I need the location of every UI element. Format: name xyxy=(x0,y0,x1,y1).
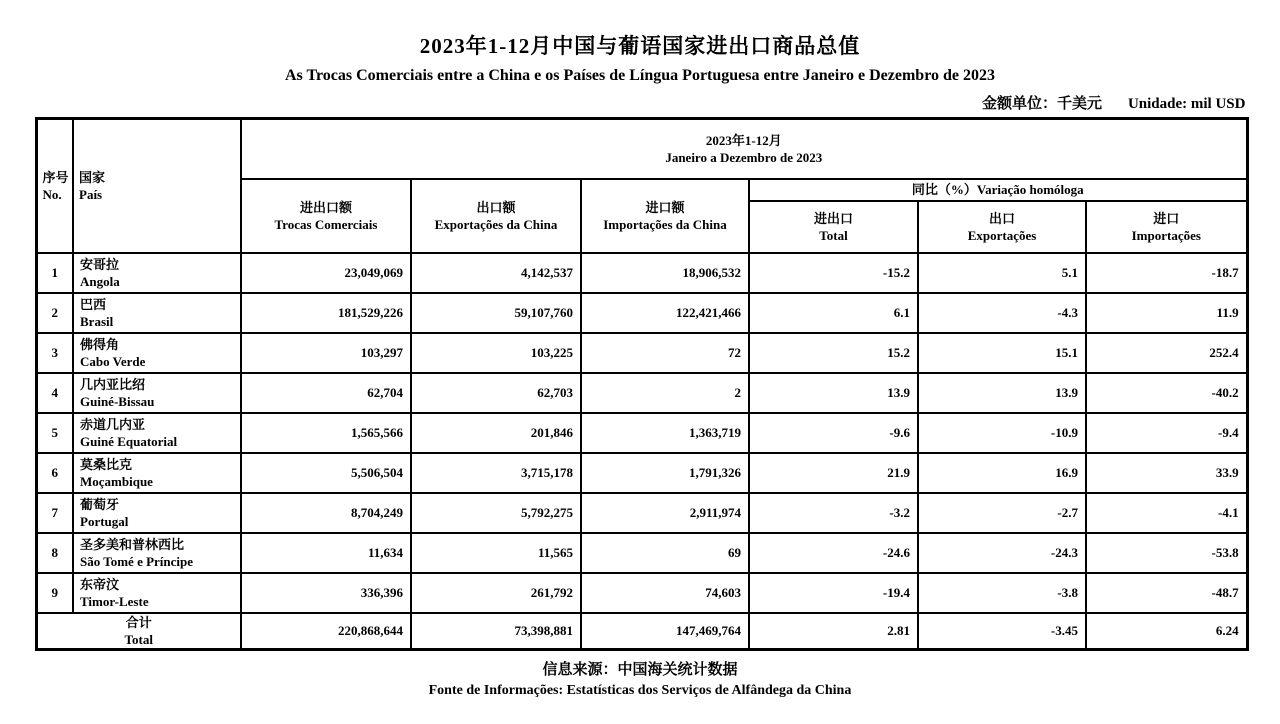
header-no xyxy=(36,119,73,253)
country-name-zh: 赤道几内亚 xyxy=(80,416,146,432)
export-value-cell: 4,142,537 xyxy=(411,253,581,293)
unit-line xyxy=(35,92,1246,113)
import-value-cell: 2 xyxy=(581,373,749,413)
header-yoy-total xyxy=(749,201,918,253)
header-exports-pt: Exportações da China xyxy=(434,216,558,232)
yoy-export-cell: 15.1 xyxy=(918,333,1086,373)
import-value-cell: 74,603 xyxy=(581,573,749,613)
export-value-cell: 201,846 xyxy=(411,413,581,453)
export-value-cell: 62,703 xyxy=(411,373,581,413)
serial-cell: 2 xyxy=(36,293,73,333)
table-row xyxy=(36,373,1247,413)
header-trade-value xyxy=(241,179,411,253)
total-label-cell xyxy=(36,613,241,650)
yoy-total-cell: -3.2 xyxy=(749,493,918,533)
header-trade-zh: 进出口额 xyxy=(299,199,352,215)
country-name-zh: 巴西 xyxy=(80,296,107,312)
import-value-cell: 1,791,326 xyxy=(581,453,749,493)
yoy-export-cell: -2.7 xyxy=(918,493,1086,533)
trade-table xyxy=(35,117,1249,651)
country-cell xyxy=(73,533,241,573)
country-cell xyxy=(73,453,241,493)
serial-cell: 5 xyxy=(36,413,73,453)
page-title-zh: 2023年1-12月中国与葡语国家进出口商品总值 xyxy=(419,34,861,58)
serial-cell: 6 xyxy=(36,453,73,493)
export-value-cell: 59,107,760 xyxy=(411,293,581,333)
header-country-pt: País xyxy=(79,186,103,202)
header-row-period xyxy=(36,119,1247,179)
export-value-cell: 261,792 xyxy=(411,573,581,613)
header-yoy-total-zh: 进出口 xyxy=(813,210,853,226)
country-name-pt: Portugal xyxy=(80,513,129,529)
country-name-zh: 莫桑比克 xyxy=(80,456,133,472)
country-name-zh: 安哥拉 xyxy=(80,256,120,272)
total-yoy-total-cell: 2.81 xyxy=(749,613,918,650)
table-row xyxy=(36,533,1247,573)
country-name-zh: 佛得角 xyxy=(80,336,120,352)
table-row xyxy=(36,293,1247,333)
country-cell xyxy=(73,293,241,333)
serial-cell: 4 xyxy=(36,373,73,413)
header-no-zh: 序号 xyxy=(42,169,69,185)
header-imports-zh: 进口额 xyxy=(645,199,685,215)
header-yoy-export xyxy=(918,201,1086,253)
trade-value-cell: 336,396 xyxy=(241,573,411,613)
country-name-pt: Angola xyxy=(80,273,120,289)
header-yoy: 同比（%）Variação homóloga xyxy=(749,179,1247,201)
yoy-total-cell: 21.9 xyxy=(749,453,918,493)
country-cell xyxy=(73,573,241,613)
yoy-total-cell: -19.4 xyxy=(749,573,918,613)
country-cell xyxy=(73,373,241,413)
total-trade-cell: 220,868,644 xyxy=(241,613,411,650)
content-area xyxy=(35,92,1246,699)
country-cell xyxy=(73,333,241,373)
country-cell xyxy=(73,413,241,453)
total-yoy-export-cell: -3.45 xyxy=(918,613,1086,650)
trade-value-cell: 5,506,504 xyxy=(241,453,411,493)
unit-label-zh: 金额单位：千美元 xyxy=(981,96,1102,112)
yoy-export-cell: 16.9 xyxy=(918,453,1086,493)
trade-value-cell: 103,297 xyxy=(241,333,411,373)
header-no-pt: No. xyxy=(42,186,62,202)
yoy-export-cell: 5.1 xyxy=(918,253,1086,293)
import-value-cell: 72 xyxy=(581,333,749,373)
country-cell xyxy=(73,253,241,293)
table-row xyxy=(36,573,1247,613)
yoy-import-cell: 252.4 xyxy=(1086,333,1247,373)
table-row xyxy=(36,253,1247,293)
table-row xyxy=(36,493,1247,533)
source-zh: 信息来源：中国海关统计数据 xyxy=(542,661,738,678)
unit-label-pt: Unidade: mil USD xyxy=(1127,96,1246,112)
page-title-pt: As Trocas Comerciais entre a China e os Países de Língua Portuguesa entre Janeiro e Dezembro de 2023 xyxy=(284,67,995,84)
yoy-import-cell: -48.7 xyxy=(1086,573,1247,613)
import-value-cell: 2,911,974 xyxy=(581,493,749,533)
serial-cell: 7 xyxy=(36,493,73,533)
import-value-cell: 69 xyxy=(581,533,749,573)
trade-value-cell: 62,704 xyxy=(241,373,411,413)
yoy-total-cell: -9.6 xyxy=(749,413,918,453)
country-name-pt: Guiné-Bissau xyxy=(80,393,155,409)
export-value-cell: 103,225 xyxy=(411,333,581,373)
yoy-import-cell: -18.7 xyxy=(1086,253,1247,293)
serial-cell: 1 xyxy=(36,253,73,293)
serial-cell: 8 xyxy=(36,533,73,573)
yoy-total-cell: -15.2 xyxy=(749,253,918,293)
header-exports-zh: 出口额 xyxy=(476,199,516,215)
trade-value-cell: 11,634 xyxy=(241,533,411,573)
total-label-zh: 合计 xyxy=(125,614,152,630)
country-name-pt: Timor-Leste xyxy=(80,593,149,609)
total-export-cell: 73,398,881 xyxy=(411,613,581,650)
yoy-export-cell: -3.8 xyxy=(918,573,1086,613)
header-yoy-exports-pt: Exportações xyxy=(967,227,1037,243)
country-name-pt: Brasil xyxy=(80,313,114,329)
header-imports-pt: Importações da China xyxy=(603,216,727,232)
yoy-import-cell: 33.9 xyxy=(1086,453,1247,493)
yoy-import-cell: -40.2 xyxy=(1086,373,1247,413)
trade-value-cell: 8,704,249 xyxy=(241,493,411,533)
yoy-export-cell: -4.3 xyxy=(918,293,1086,333)
source-pt: Fonte de Informações: Estatísticas dos Serviços de Alfândega da China xyxy=(428,682,852,698)
serial-cell: 3 xyxy=(36,333,73,373)
header-country xyxy=(73,119,241,253)
country-name-pt: Moçambique xyxy=(80,473,153,489)
header-import-value xyxy=(581,179,749,253)
export-value-cell: 11,565 xyxy=(411,533,581,573)
trade-value-cell: 1,565,566 xyxy=(241,413,411,453)
page xyxy=(0,30,1280,724)
country-name-zh: 葡萄牙 xyxy=(80,496,120,512)
header-period-zh: 2023年1-12月 xyxy=(705,132,782,148)
export-value-cell: 3,715,178 xyxy=(411,453,581,493)
table-row xyxy=(36,453,1247,493)
trade-value-cell: 181,529,226 xyxy=(241,293,411,333)
header-export-value xyxy=(411,179,581,253)
total-row xyxy=(36,613,1247,650)
country-name-pt: Cabo Verde xyxy=(80,353,146,369)
yoy-export-cell: 13.9 xyxy=(918,373,1086,413)
total-yoy-import-cell: 6.24 xyxy=(1086,613,1247,650)
header-yoy-imports-pt: Importações xyxy=(1131,227,1201,243)
total-import-cell: 147,469,764 xyxy=(581,613,749,650)
header-yoy-import xyxy=(1086,201,1247,253)
header-yoy-imports-zh: 进口 xyxy=(1153,210,1180,226)
yoy-import-cell: -53.8 xyxy=(1086,533,1247,573)
yoy-total-cell: 13.9 xyxy=(749,373,918,413)
total-label-pt: Total xyxy=(124,631,153,647)
yoy-import-cell: 11.9 xyxy=(1086,293,1247,333)
serial-cell: 9 xyxy=(36,573,73,613)
trade-value-cell: 23,049,069 xyxy=(241,253,411,293)
header-yoy-total-pt: Total xyxy=(819,227,848,243)
export-value-cell: 5,792,275 xyxy=(411,493,581,533)
yoy-export-cell: -10.9 xyxy=(918,413,1086,453)
country-name-pt: Guiné Equatorial xyxy=(80,433,178,449)
country-name-pt: São Tomé e Príncipe xyxy=(80,553,194,569)
header-period-pt: Janeiro a Dezembro de 2023 xyxy=(665,149,823,165)
country-name-zh: 圣多美和普林西比 xyxy=(80,536,185,552)
yoy-total-cell: 15.2 xyxy=(749,333,918,373)
import-value-cell: 122,421,466 xyxy=(581,293,749,333)
import-value-cell: 1,363,719 xyxy=(581,413,749,453)
header-trade-pt: Trocas Comerciais xyxy=(274,216,378,232)
yoy-import-cell: -4.1 xyxy=(1086,493,1247,533)
header-yoy-exports-zh: 出口 xyxy=(988,210,1015,226)
yoy-total-cell: -24.6 xyxy=(749,533,918,573)
country-cell xyxy=(73,493,241,533)
yoy-export-cell: -24.3 xyxy=(918,533,1086,573)
yoy-total-cell: 6.1 xyxy=(749,293,918,333)
import-value-cell: 18,906,532 xyxy=(581,253,749,293)
header-country-zh: 国家 xyxy=(79,169,106,185)
yoy-import-cell: -9.4 xyxy=(1086,413,1247,453)
header-period xyxy=(241,119,1247,179)
country-name-zh: 几内亚比绍 xyxy=(80,376,146,392)
table-row xyxy=(36,413,1247,453)
country-name-zh: 东帝汶 xyxy=(80,576,120,592)
table-row xyxy=(36,333,1247,373)
